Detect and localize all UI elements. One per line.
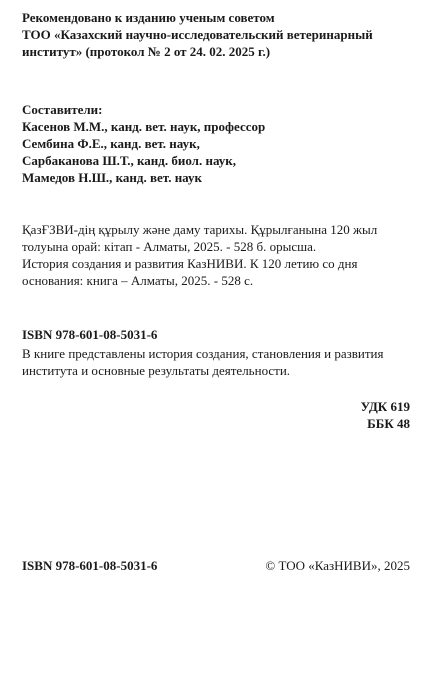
bibliography-kazakh-2: толуына орай: кітап - Алматы, 2025. - 528 б. орысша. bbox=[22, 239, 317, 254]
bibliography-kazakh-1: ҚазҒЗВИ-дің құрылу және даму тарихы. Құрылғанына 120 жыл bbox=[22, 222, 378, 237]
compiler-1: Касенов М.М., канд. вет. наук, профессор bbox=[22, 119, 266, 134]
bibliography-russian-1: История создания и развития КазНИВИ. К 120 летию со дня bbox=[22, 256, 358, 271]
udk-code: УДК 619 bbox=[360, 399, 410, 414]
approval-line-2: ТОО «Казахский научно-исследовательский ветеринарный bbox=[22, 27, 373, 42]
bbk-code: ББК 48 bbox=[367, 416, 410, 431]
footer-isbn: ISBN 978-601-08-5031-6 bbox=[22, 558, 158, 573]
compiler-4: Мамедов Н.Ш., канд. вет. наук bbox=[22, 170, 203, 185]
abstract-line-2: института и основные результаты деятельности. bbox=[22, 363, 291, 378]
approval-line-1: Рекомендовано к изданию ученым советом bbox=[22, 10, 275, 25]
abstract-line-1: В книге представлены история создания, становления и развития bbox=[22, 346, 384, 361]
compiler-2: Сембина Ф.Е., канд. вет. наук, bbox=[22, 136, 200, 151]
isbn: ISBN 978-601-08-5031-6 bbox=[22, 327, 158, 342]
compiler-3: Сарбаканова Ш.Т., канд. биол. наук, bbox=[22, 153, 237, 168]
copyright: © ТОО «КазНИВИ», 2025 bbox=[265, 558, 410, 573]
bibliography-russian-2: основания: книга – Алматы, 2025. - 528 с. bbox=[22, 273, 254, 288]
compilers-heading: Составители: bbox=[22, 102, 103, 117]
approval-line-3: институт» (протокол № 2 от 24. 02. 2025 г.) bbox=[22, 44, 271, 59]
